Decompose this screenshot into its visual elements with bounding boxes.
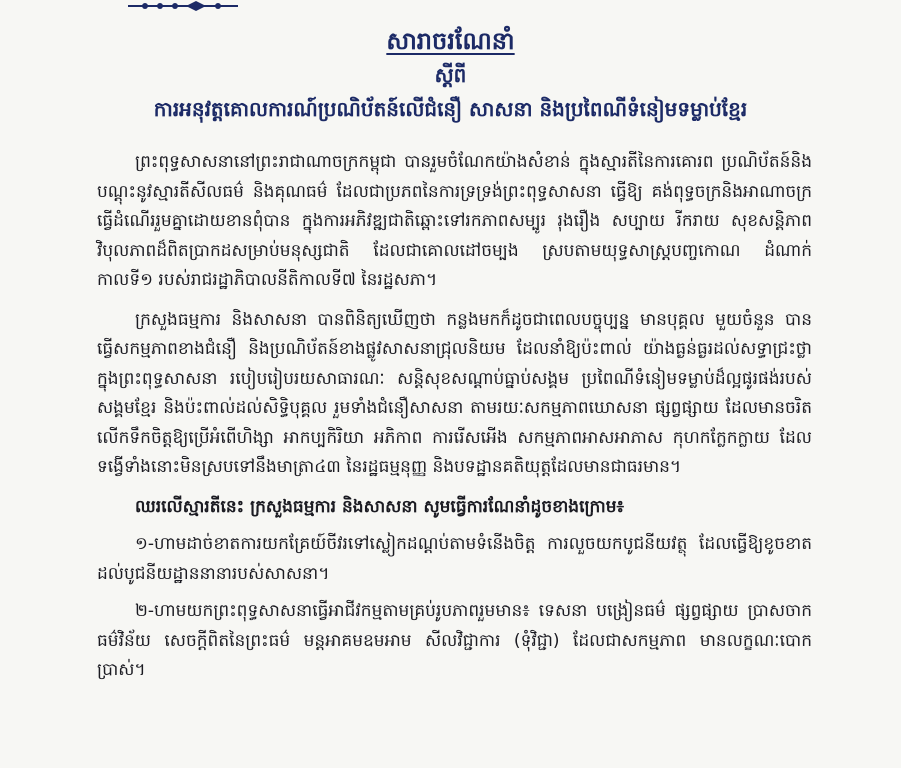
directive-item-1: ១-ហាមដាច់ខាតការយកគ្រែយ៍ចីវរទៅស្លៀកដណ្តប់តាមទំនើងចិត្ត ការលួចយកបូជនីយវត្ថុ ដែលធ្វើឱ្យខូចខាតដល់បូជនីយដ្ឋាននានារបស់សាសនា។ (97, 534, 812, 584)
paragraph-1: ព្រះពុទ្ធសាសនានៅព្រះរាជាណាចក្រកម្ពុជា បានរួមចំណែកយ៉ាងសំខាន់ ក្នុងស្មារតីនៃការគោរព ប្រណិប័តន៍និងបណ្តុះនូវស្មារតីសីលធម៌ និងគុណធម៌ ដែលជាប្រភពនៃការទ្រទ្រង់ព្រះពុទ្ធសាសនា ធ្វើឱ្យ គង់ពុទ្ធចក្រនិងអាណាចក្រ ធ្វើដំណើររួមគ្នាដោយខានពុំបាន ក្នុងការអភិវឌ្ឍជាតិឆ្ពោះទៅរកភាពសម្បូរ រុងរឿង សប្បាយ រីករាយ សុខសន្តិភាព វិបុលភាពដ៏ពិតប្រាកដសម្រាប់មនុស្សជាតិ ដែលជាគោលដៅចម្បង ស្របតាមយុទ្ធសាស្ត្របញ្ចកោណ ដំណាក់កាលទី១ របស់រាជរដ្ឋាភិបាលនីតិកាលទី៧ នៃរដ្ឋសភា។ (97, 152, 812, 290)
document-body (97, 148, 812, 694)
paragraph-2: ក្រសួងធម្មការ និងសាសនា បានពិនិត្យឃើញថា កន្លងមកក៏ដូចជាពេលបច្ចុប្បន្ន មានបុគ្គល មួយចំនួន បានធ្វើសកម្មភាពខាងជំនឿ និងប្រណិប័តន៍ខាងផ្លូវសាសនាជ្រុលនិយម ដែលនាំឱ្យប៉ះពាល់ យ៉ាងធ្ងន់ធ្ងរដល់សទ្ធាជ្រះថ្លាក្នុងព្រះពុទ្ធសាសនា របៀបរៀបរយសាធារណៈ សន្តិសុខសណ្តាប់ធ្នាប់សង្គម ប្រពៃណីទំនៀមទម្លាប់ដ៏ល្អផូរផង់របស់សង្គមខ្មែរ និងប៉ះពាល់ដល់សិទ្ធិបុគ្គល រួមទាំងជំនឿសាសនា តាមរយៈសកម្មភាពឃោសនា ផ្សព្វផ្សាយ ដែលមានចរិតលើកទឹកចិត្តឱ្យប្រើអំពើហិង្សា អាកប្បកិរិយា អភិកាព ការរើសអើង សកម្មភាពអាសអាភាស កុហកក្លែកក្លាយ ដែលទង្វើទាំងនោះមិនស្របទៅនឹងមាត្រា៤៣ នៃរដ្ឋធម្មនុញ្ញ និងបទដ្ឋានគតិយុត្តដែលមានជាធរមាន។ (97, 309, 812, 477)
document-subtitle: ស្តីពី (434, 63, 467, 87)
directive-item-2: ២-ហាមយកព្រះពុទ្ធសាសនាធ្វើអាជីវកម្មតាមគ្រប់រូបភាពរួមមាន៖ ទេសនា បង្រៀនធម៌ ផ្សព្វផ្សាយ ប្រាសចាកធម៌វិន័យ សេចក្តីពិតនៃព្រះធម៌ មន្តអាគមឧមអាម សីលវិជ្ជាការ (ទុំវិជ្ជា) ដែលជាសកម្មភាព មានលក្ខណៈបោកប្រាស់។ (97, 601, 812, 680)
header-ornament (0, 0, 901, 14)
directive-heading: ឈរលើស្មារតីនេះ ក្រសួងធម្មការ និងសាសនា សូមធ្វើការណែនាំដូចខាងក្រោម៖ (135, 496, 624, 517)
document-title: សារាចរណែនាំ (386, 27, 515, 55)
document-topic: ការអនុវត្តគោលការណ៍ប្រណិប័តន៍លើជំនឿ សាសនា និងប្រពៃណីទំនៀមទម្លាប់ខ្មែរ (153, 97, 748, 121)
header-block (0, 26, 901, 124)
